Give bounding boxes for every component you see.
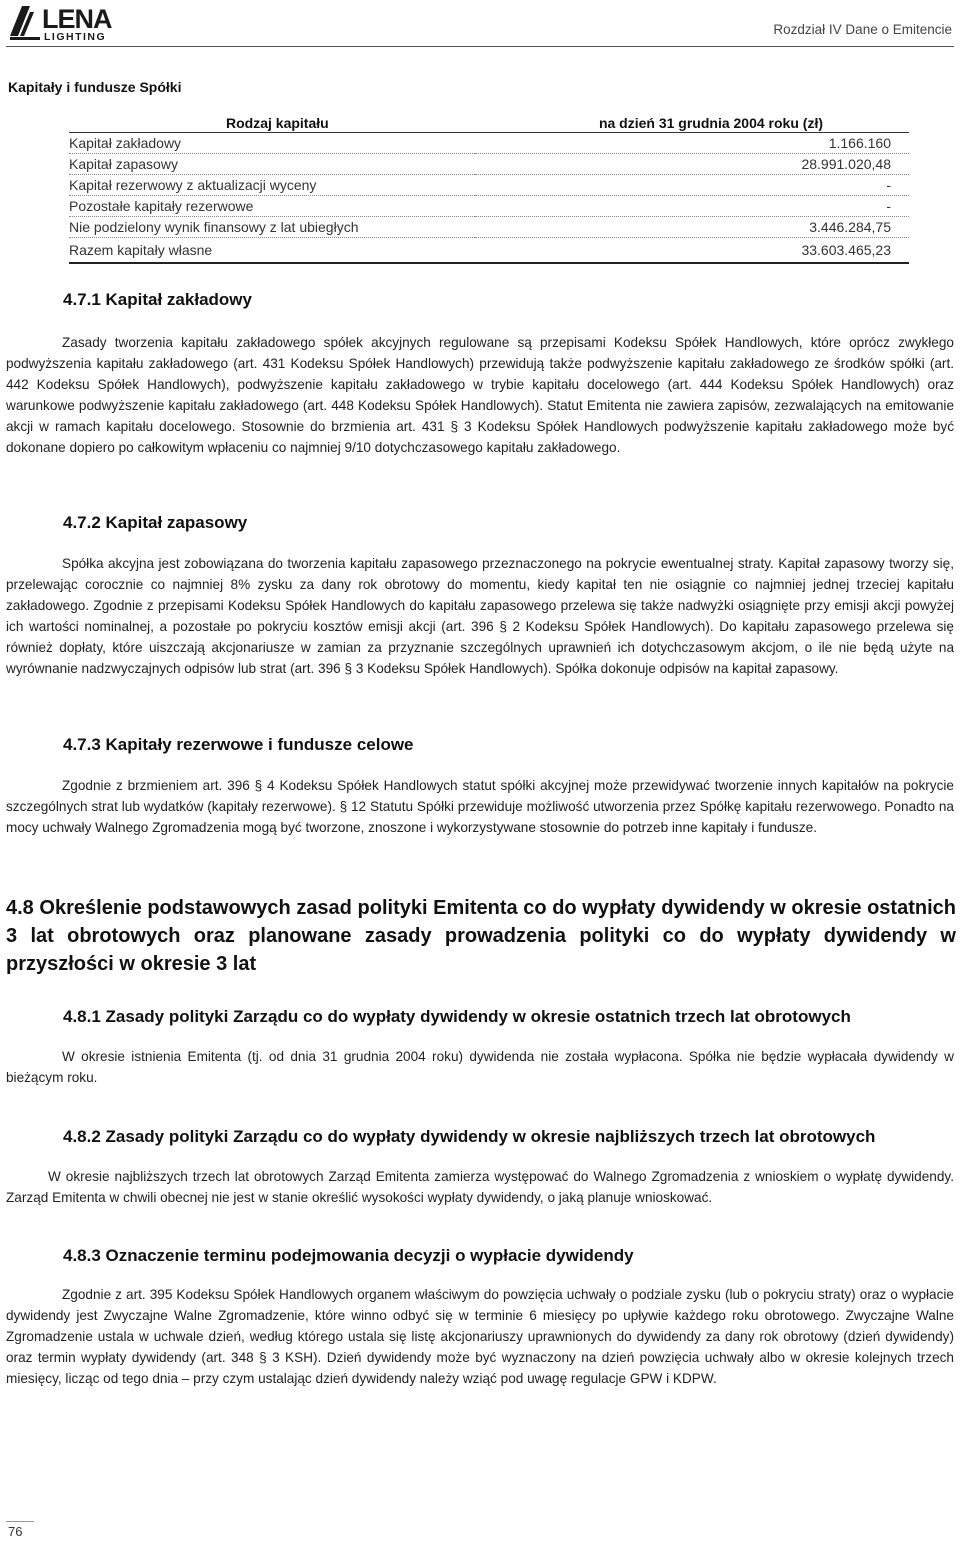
lena-lighting-logo xyxy=(8,2,148,42)
row-value: 1.166.160 xyxy=(475,133,909,154)
paragraph-4-8-1: W okresie istnienia Emitenta (tj. od dnia 31 grudnia 2004 roku) dywidenda nie została wypłacona. Spółka nie będzie wypłacała dywidendy w bieżącym roku. xyxy=(6,1049,954,1085)
row-label: Pozostałe kapitały rezerwowe xyxy=(69,196,475,217)
table-row xyxy=(69,133,909,154)
table-section-title: Kapitały i fundusze Spółki xyxy=(8,79,182,95)
paragraph-4-7-1: Zasady tworzenia kapitału zakładowego spółek akcyjnych regulowane są przepisami Kodeksu Spółek Handlowych, które oprócz zwykłego podwyższenia kapitału zakładowego (art. 431 Kodeksu Spółek Handlowych) przewidują także podwyższenie kapitału zakładowego ze środków spółki (art. 442 Kodeksu Spółek Handlowych), podwyższenie kapitału zakładowego w trybie kapitału docelowego (art. 444 Kodeksu Spółek Handlowych) oraz warunkowe podwyższenie kapitału zakładowego (art. 448 Kodeksu Spółek Handlowych). Statut Emitenta nie zawiera zapisów, zezwalających na emitowanie akcji w ramach kapitału docelowego. Stosownie do brzmienia art. 431 § 3 Kodeksu Spółek Handlowych podwyższenie kapitału zakładowego może być dokonane dopiero po całkowitym wpłaceniu co najmniej 9/10 dotychczasowego kapitału zakładowego. xyxy=(6,335,954,455)
row-value: 3.446.284,75 xyxy=(475,217,909,238)
svg-text:LIGHTING: LIGHTING xyxy=(44,31,107,42)
row-label: Kapitał rezerwowy z aktualizacji wyceny xyxy=(69,175,475,196)
heading-4-8: 4.8 Określenie podstawowych zasad polityki Emitenta co do wypłaty dywidendy w okresie ostatnich 3 lat obrotowych oraz planowane zasady prowadzenia polityki co do wypłaty dywidendy w przyszłości w okresie 3 lat xyxy=(6,897,956,975)
svg-text:LENA: LENA xyxy=(42,4,112,34)
table-header-row xyxy=(69,113,909,133)
table-row xyxy=(69,154,909,175)
row-label: Kapitał zapasowy xyxy=(69,154,475,175)
row-value: 28.991.020,48 xyxy=(475,154,909,175)
chapter-title: Rozdział IV Dane o Emitencie xyxy=(773,22,952,37)
heading-4-7-3: 4.7.3 Kapitały rezerwowe i fundusze celowe xyxy=(63,735,414,754)
paragraph-4-8-3: Zgodnie z art. 395 Kodeksu Spółek Handlowych organem właściwym do powzięcia uchwały o podziale zysku (lub o pokryciu straty) oraz o wypłacie dywidendy jest Zwyczajne Walne Zgromadzenie, które winno odbyć się w terminie 6 miesięcy po upływie każdego roku obrotowego. Zwyczajne Walne Zgromadzenie ustala w uchwale dzień, według którego ustala się listę akcjonariuszy uprawnionych do dywidendy za dany rok obrotowy (dzień dywidendy) oraz termin wypłaty dywidendy (art. 348 § 3 KSH). Dzień dywidendy może być wyznaczony na dzień powzięcia uchwały albo w okresie kolejnych trzech miesięcy, licząc od tego dnia – przy czym ustalając dzień dywidendy należy wziąć pod uwagę regulacje GPW i KDPW. xyxy=(6,1287,954,1386)
paragraph-4-8-2: W okresie najbliższych trzech lat obrotowych Zarząd Emitenta zamierza występować do Walnego Zgromadzenia z wnioskiem o wypłatę dywidendy. Zarząd Emitenta w chwili obecnej nie jest w stanie określić wysokości wypłaty dywidendy, o jaką planuje wnioskować. xyxy=(6,1169,954,1205)
table-row xyxy=(69,196,909,217)
row-value: - xyxy=(475,175,909,196)
total-value: 33.603.465,23 xyxy=(475,238,909,264)
capital-table xyxy=(69,113,909,264)
lena-logo-icon xyxy=(8,2,148,42)
page-header xyxy=(6,0,954,47)
heading-4-8-2: 4.8.2 Zasady polityki Zarządu co do wypłaty dywidendy w okresie najbliższych trzech lat obrotowych xyxy=(63,1127,876,1146)
table-row xyxy=(69,217,909,238)
paragraph-4-7-2: Spółka akcyjna jest zobowiązana do tworzenia kapitału zapasowego przeznaczonego na pokrycie ewentualnej straty. Kapitał zapasowy tworzy się, przelewając corocznie co najmniej 8% zysku za dany rok obrotowy do momentu, kiedy kapitał ten nie osiągnie co najmniej jednej trzeciej kapitału zakładowego. Zgodnie z przepisami Kodeksu Spółek Handlowych do kapitału zapasowego przelewa się także nadwyżki osiągnięte przy emisji akcji powyżej ich wartości nominalnej, a pozostałe po pokryciu kosztów emisji akcji (art. 396 § 2 Kodeksu Spółek Handlowych). Do kapitału zapasowego przelewa się również dopłaty, które uiszczają akcjonariusze w zamian za przyznanie szczególnych uprawnień ich dotychczasowym akcjom, o ile nie będą użyte na wyrównanie nadzwyczajnych odpisów lub strat (art. 396 § 3 Kodeksu Spółek Handlowych). Spółka dokonuje odpisów na kapitał zapasowy. xyxy=(6,556,954,676)
column-header-type: Rodzaj kapitału xyxy=(69,113,475,133)
heading-4-7-2: 4.7.2 Kapitał zapasowy xyxy=(63,513,248,532)
total-label: Razem kapitały własne xyxy=(69,238,475,264)
heading-4-8-1: 4.8.1 Zasady polityki Zarządu co do wypłaty dywidendy w okresie ostatnich trzech lat obrotowych xyxy=(63,1007,851,1026)
paragraph-4-7-3: Zgodnie z brzmieniem art. 396 § 4 Kodeksu Spółek Handlowych statut spółki akcyjnej może przewidywać tworzenie innych kapitałów na pokrycie szczególnych strat lub wydatków (kapitały rezerwowe). § 12 Statutu Spółki przewiduje możliwość utworzenia przez Spółkę kapitału rezerwowego. Ponadto na mocy uchwały Walnego Zgromadzenia mogą być tworzone, znoszone i wykorzystywane stosownie do potrzeb inne kapitały i fundusze. xyxy=(6,778,954,835)
footer-rule xyxy=(6,1521,34,1522)
row-label: Nie podzielony wynik finansowy z lat ubiegłych xyxy=(69,217,475,238)
heading-4-7-1: 4.7.1 Kapitał zakładowy xyxy=(63,290,252,309)
table-row xyxy=(69,175,909,196)
column-header-value: na dzień 31 grudnia 2004 roku (zł) xyxy=(475,113,909,133)
heading-4-8-3: 4.8.3 Oznaczenie terminu podejmowania decyzji o wypłacie dywidendy xyxy=(63,1246,634,1265)
page-number: 76 xyxy=(8,1524,23,1539)
row-value: - xyxy=(475,196,909,217)
row-label: Kapitał zakładowy xyxy=(69,133,475,154)
table-total-row xyxy=(69,238,909,264)
